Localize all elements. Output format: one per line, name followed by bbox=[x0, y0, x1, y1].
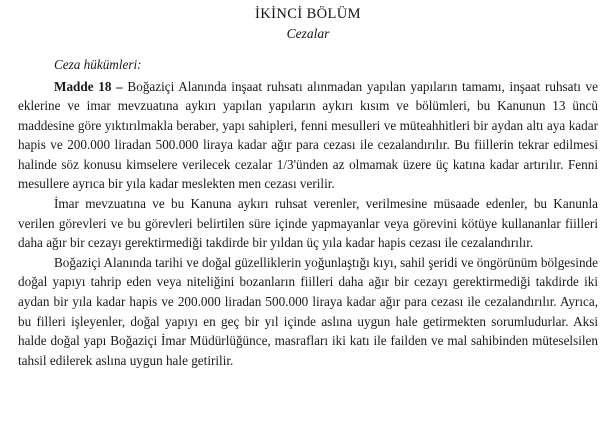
article-number-label: Madde 18 – bbox=[54, 78, 123, 94]
ceza-hukumleri-caption: Ceza hükümleri: bbox=[54, 57, 142, 72]
paragraph-dogal-yapi-tahrip: Boğaziçi Alanında tarihi ve doğal güzelliklerin yoğunlaştığı kıyı, sahil şeridi ve öngörünüm bölgesinde doğal yapıyı tahrip eden veya niteliğini bozanların fiilleri daha ağır bir cezayı gerektirmediği takdirde iki aydan bir yıla kadar hapis ve 200.000 liradan 500.000 liraya kadar ağır para cezası ile cezalandırılır. Ayrıca, bu filleri işleyenler, doğal yapıyı en geç bir yıl içinde aslına uygun hale getirmekten sorumludurlar. Aksi halde doğal yapı Boğaziçi İmar Müdürlüğünce, masrafları iki katı ile failden ve mal sahibinden müteselsilen tahsil edilerek aslına uygun hale getirilir. bbox=[18, 254, 598, 368]
section-subheading: Cezalar bbox=[286, 26, 330, 41]
paragraph-madde-18-text: Boğaziçi Alanında inşaat ruhsatı alınmadan yapılan yapıların tamamı, inşaat ruhsatı ve eklerine ve imar mevzuatına aykırı yapılan yapıların aykırı kısım ve bölümleri, bu Kanunun 13 üncü maddesine göre yıktırılmakla beraber, yapı sahipleri, fenni mesulleri ve müteahhitleri bir aydan altı aya kadar hapis ve 200.000 liradan 500.000 liraya kadar ağır para cezası ile cezalandırılır. Bu fiillerin tekrar edilmesi halinde söz konusu kimselere verilecek cezalar 1/3'ünden az olmamak üzere üç katına kadar artırılır. Fenni mesullere ayrıca bir yıla kadar meslekten men cezası verilir. bbox=[18, 78, 599, 192]
document-body bbox=[18, 55, 598, 370]
clipped-running-head bbox=[0, 0, 616, 2]
section-heading: İKİNCİ BÖLÜM bbox=[255, 6, 361, 22]
paragraph-ruhsat-verenler: İmar mevzuatına ve bu Kanuna aykırı ruhsat verenler, verilmesine müsaade edenler, bu Kanunla verilen görevleri ve bu görevleri belirtilen süre içinde yapmayanlar veya görevini kötüye kullananlar fiilleri daha ağır bir cezayı gerektirmediği takdirde bir yıldan üç yıla kadar hapis cezası ile cezalandırılır. bbox=[18, 196, 598, 251]
paragraph-madde-18 bbox=[18, 77, 598, 195]
